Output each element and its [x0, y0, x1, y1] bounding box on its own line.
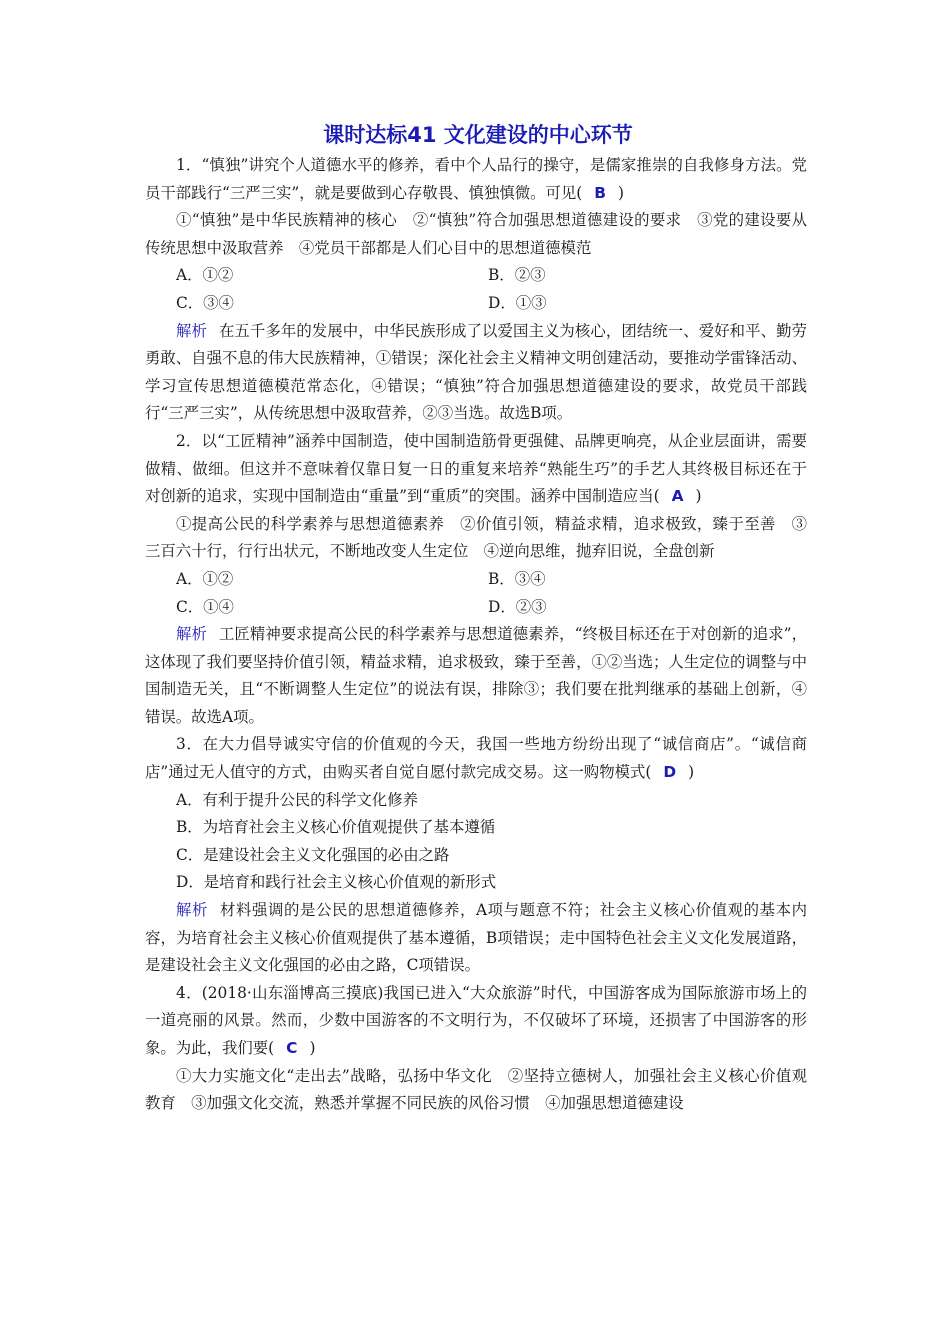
answer-letter: B: [594, 183, 607, 202]
question-stem: [145, 428, 807, 511]
option-c: C．③④: [176, 293, 234, 312]
question-1: [145, 152, 807, 428]
option-b: B．③④: [488, 569, 546, 588]
analysis: [145, 318, 807, 428]
option-b: B．为培育社会主义核心价值观提供了基本遵循: [176, 818, 496, 837]
analysis: [145, 621, 807, 731]
analysis-text: 在五千多年的发展中，中华民族形成了以爱国主义为核心，团结统一、爱好和平、勤劳勇敢、自强不息的伟大民族精神，①错误；深化社会主义精神文明创建活动，要推动学雷锋活动、学习宣传思想道德模范常态化，④错误；“慎独”符合加强思想道德建设的要求，故党员干部践行“三严三实”，从传统思想中汲取营养，②③当选。故选B项。: [145, 321, 807, 423]
stem-text: 1．“慎独”讲究个人道德水平的修养，看中个人品行的操守，是儒家推崇的自我修身方法。党员干部践行“三严三实”，就是要做到心存敬畏、慎独慎微。可见(: [145, 156, 807, 202]
analysis-text: 工匠精神要求提高公民的科学素养与思想道德素养，“终极目标还在于对创新的追求”，这体现了我们要坚持价值引领，精益求精，追求极致，臻于至善，①②当选；人生定位的调整与中国制造无关，且“不断调整人生定位”的说法有误，排除③；我们要在批判继承的基础上创新，④错误。故选A项。: [145, 625, 807, 726]
document-page: [145, 118, 807, 1118]
stem-close: ): [688, 763, 695, 782]
options-row: [145, 290, 807, 318]
question-3: [145, 731, 807, 979]
option-a: A．①②: [176, 569, 234, 588]
analysis-label: 解析: [176, 625, 207, 644]
options-row: [145, 262, 807, 290]
question-2: [145, 428, 807, 732]
stem-text: 2．以“工匠精神”涵养中国制造，使中国制造筋骨更强健、品牌更响亮，从企业层面讲，需要做精、做细。但这并不意味着仅靠日复一日的重复来培养“熟能生巧”的手艺人其终极目标还在于对创新的追求，实现中国制造由“重量”到“重质”的突围。涵养中国制造应当(: [145, 431, 807, 506]
page-title: 课时达标41 文化建设的中心环节: [323, 123, 633, 147]
question-stem: [145, 152, 807, 207]
options-row: [145, 566, 807, 594]
options-row: [145, 594, 807, 622]
stem-close: ): [695, 487, 702, 506]
statement-items: ①提高公民的科学素养与思想道德素养 ②价值引领，精益求精，追求极致，臻于至善 ③三百六十行，行行出状元，不断地改变人生定位 ④逆向思维，抛弃旧说，全盘创新: [145, 514, 807, 561]
question-4: [145, 980, 807, 1118]
analysis-text: 材料强调的是公民的思想道德修养，A项与题意不符；社会主义核心价值观的基本内容，为培育社会主义核心价值观提供了基本遵循，B项错误；走中国特色社会主义文化发展道路，是建设社会主义文化强国的必由之路，C项错误。: [145, 901, 807, 975]
option-d: D．①③: [488, 293, 547, 312]
option-c: C．①④: [176, 597, 234, 616]
question-stem: [145, 731, 807, 786]
option-a: A．有利于提升公民的科学文化修养: [176, 790, 418, 809]
stem-text: 4．(2018·山东淄博高三摸底)我国已进入“大众旅游”时代，中国游客成为国际旅游市场上的一道亮丽的风景。然而，少数中国游客的不文明行为，不仅破坏了环境，还损害了中国游客的形象。为此，我们要(: [145, 983, 807, 1057]
option-b: B．②③: [488, 266, 546, 285]
answer-letter: A: [671, 487, 684, 506]
statement-items: ①大力实施文化“走出去”战略，弘扬中华文化 ②坚持立德树人，加强社会主义核心价值观教育 ③加强文化交流，熟悉并掌握不同民族的风俗习惯 ④加强思想道德建设: [145, 1066, 807, 1113]
option-a: A．①②: [176, 266, 234, 285]
stem-text: 3．在大力倡导诚实守信的价值观的今天，我国一些地方纷纷出现了“诚信商店”。“诚信商店”通过无人值守的方式，由购买者自觉自愿付款完成交易。这一购物模式(: [145, 735, 807, 782]
option-d: D．②③: [488, 597, 547, 616]
statement-items: ①“慎独”是中华民族精神的核心 ②“慎独”符合加强思想道德建设的要求 ③党的建设要从传统思想中汲取营养 ④党员干部都是人们心目中的思想道德模范: [145, 211, 807, 257]
stem-close: ): [618, 183, 625, 202]
analysis-label: 解析: [176, 321, 207, 340]
option-c: C．是建设社会主义文化强国的必由之路: [176, 845, 450, 864]
question-stem: [145, 980, 807, 1063]
option-d: D．是培育和践行社会主义核心价值观的新形式: [176, 873, 497, 892]
stem-close: ): [309, 1039, 316, 1057]
answer-letter: C: [286, 1039, 298, 1057]
answer-letter: D: [663, 763, 677, 782]
analysis: [145, 897, 807, 980]
analysis-label: 解析: [176, 901, 208, 920]
